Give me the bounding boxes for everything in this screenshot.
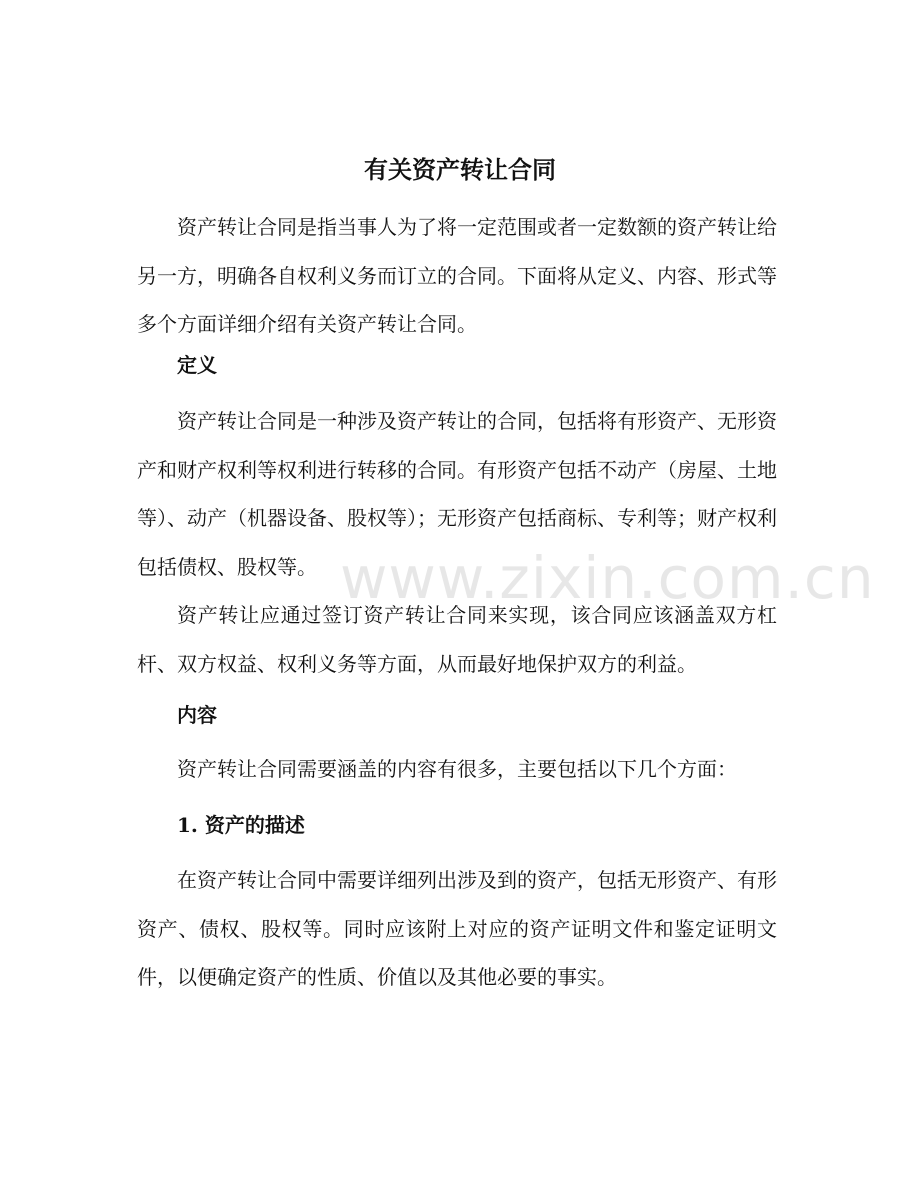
- section-heading-definition: 定义: [177, 353, 217, 377]
- document-title: 有关资产转让合同: [364, 156, 556, 184]
- content-item-1-heading: 1. 资产的描述: [177, 813, 305, 837]
- content-intro-paragraph: 资产转让合同需要涵盖的内容有很多，主要包括以下几个方面：: [177, 757, 737, 781]
- definition-paragraph-1: 资产转让合同是一种涉及资产转让的合同，包括将有形资产、无形资产和财产权利等权利进行转移的合同。有形资产包括不动产（房屋、土地等）、动产（机器设备、股权等）；无形资产包括商标、专利等；财产权利包括债权、股权等。: [137, 409, 777, 579]
- section-heading-content: 内容: [177, 703, 217, 727]
- content-item-1-paragraph: 在资产转让合同中需要详细列出涉及到的资产，包括无形资产、有形资产、债权、股权等。同时应该附上对应的资产证明文件和鉴定证明文件，以便确定资产的性质、价值以及其他必要的事实。: [137, 868, 777, 989]
- definition-paragraph-2: 资产转让应通过签订资产转让合同来实现，该合同应该涵盖双方杠杆、双方权益、权利义务等方面，从而最好地保护双方的利益。: [137, 603, 777, 676]
- watermark: www.zixin.com.cn: [340, 544, 875, 612]
- intro-paragraph: 资产转让合同是指当事人为了将一定范围或者一定数额的资产转让给另一方，明确各自权利义务而订立的合同。下面将从定义、内容、形式等多个方面详细介绍有关资产转让合同。: [137, 215, 777, 336]
